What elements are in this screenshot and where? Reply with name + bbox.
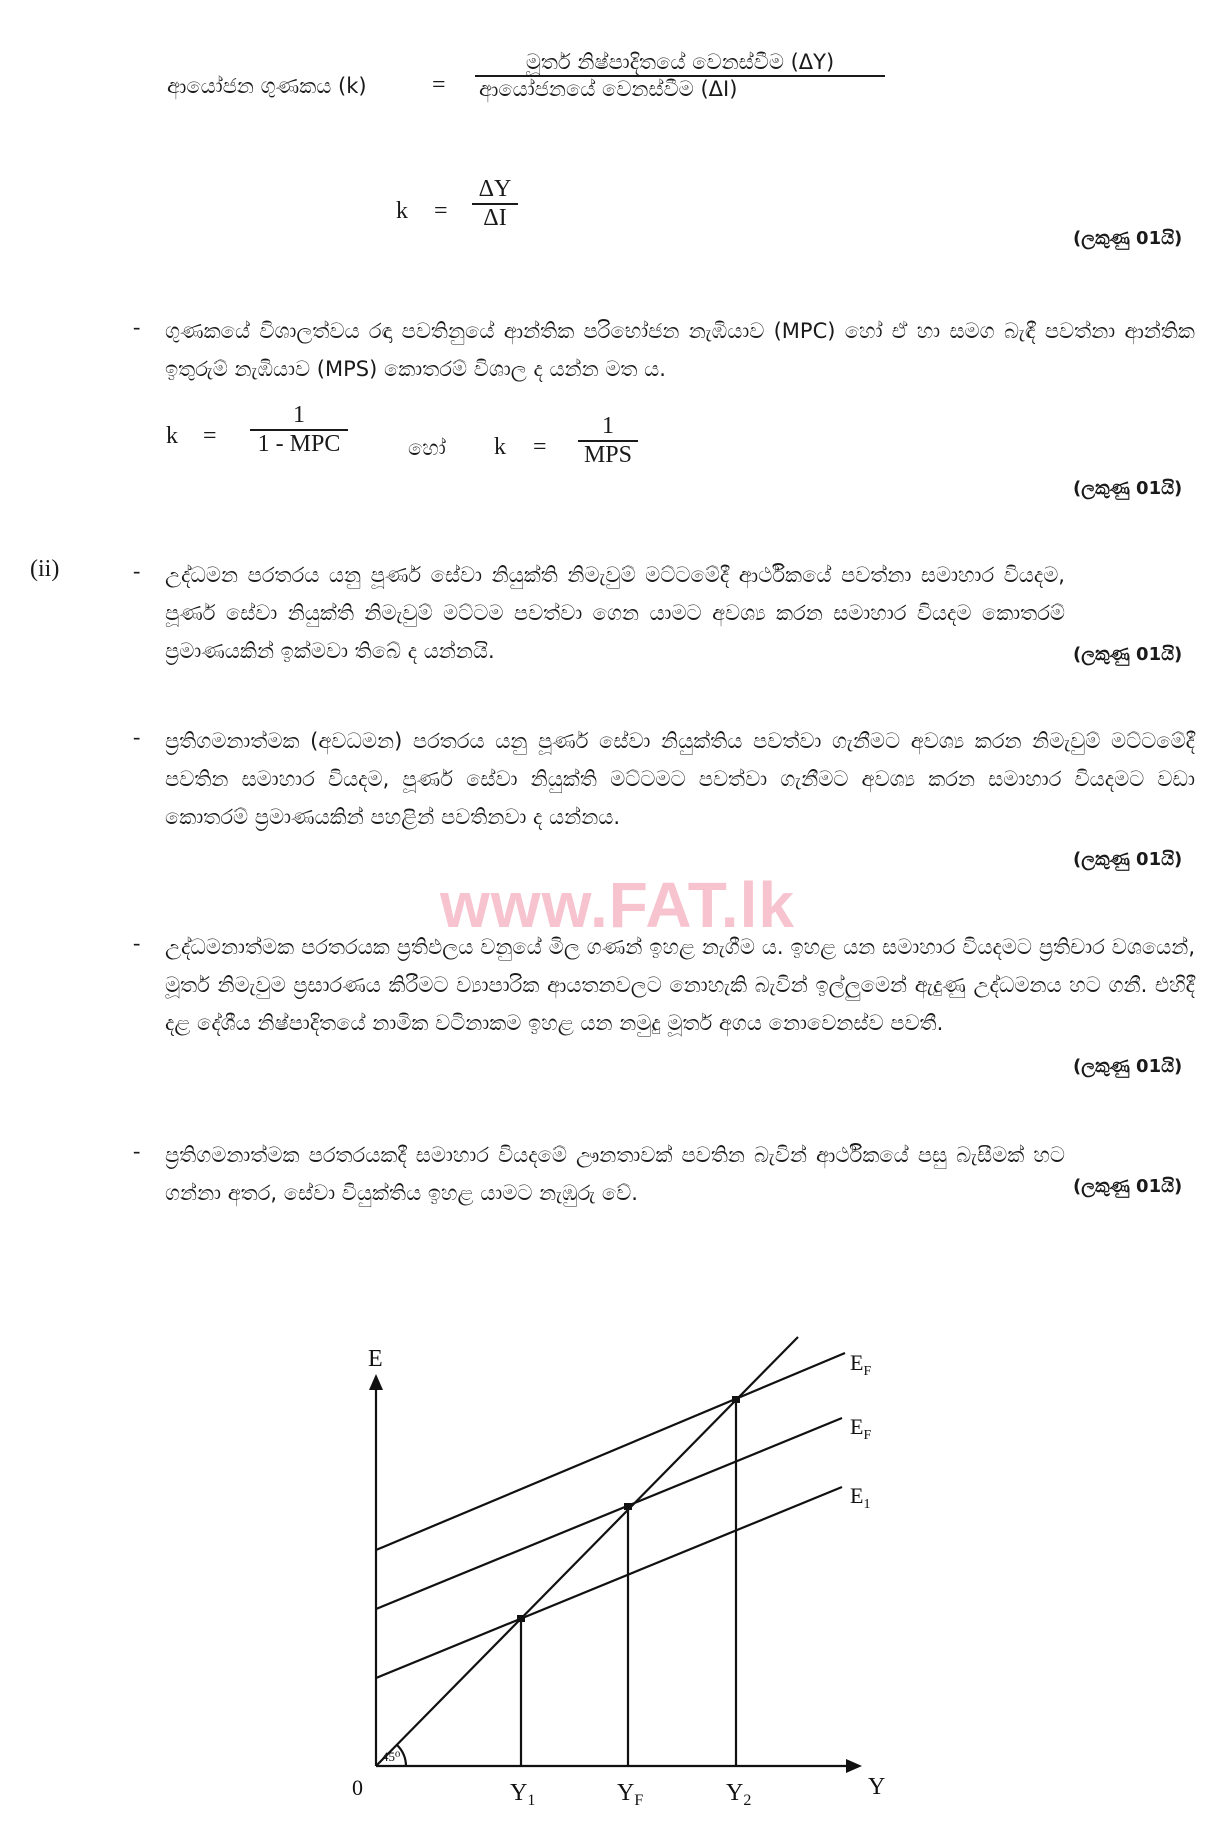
x-tick-y1: $Y_1$ bbox=[510, 1780, 536, 1809]
fraction-numerator: ΔY bbox=[478, 176, 512, 202]
marks-label: (ලකුණු 01යි) bbox=[1073, 849, 1183, 870]
fraction-denominator: 1 - MPC bbox=[257, 431, 341, 457]
k-symbol: k bbox=[166, 423, 178, 449]
marks-label: (ලකුණු 01යි) bbox=[1073, 228, 1183, 249]
line-label-middle: $E_F$ bbox=[850, 1414, 872, 1443]
angle-label: 45⁰ bbox=[382, 1749, 401, 1764]
bullet-text: ගුණකයේ විශාලත්වය රඳා පවතිනුයේ ආන්තික පරිභෝජන නැඹියාව (MPC) හෝ ඒ හා සමග බැඳී පවත්නා ආන්තික ඉතුරුම් නැඹියාව (MPS) කොතරම් විශාල ද යන්න මත ය. bbox=[165, 319, 1195, 381]
line-label-top: $E_F$ bbox=[850, 1350, 872, 1379]
bullet-dash: - bbox=[133, 558, 141, 583]
bullet-text: උද්ධමනාත්මක පරතරයක ප්‍රතිඵලය වනුයේ මිල ගණන් ඉහළ නැගීම ය. ඉහළ යන සමාහාර වියදමට ප්‍රතිචාර වශයෙන්, මූර්ත නිමැවුම ප්‍රසාරණය කිරීමට ව්‍යාපාරික ආයතනවලට නොහැකි බැවින් ඉල්ලුමෙන් ඇදුණු උද්ධමනය හට ගනී. එහිදී දළ දේශීය නිෂ්පාදිතයේ නාමික වටිනාකම ඉහළ යන නමුදු මූර්ත අගය නොවෙනස්ව පවතී. bbox=[165, 935, 1195, 1035]
multiplier-label: ආයෝජන ගුණකය (k) bbox=[167, 74, 367, 98]
expenditure-line-bottom bbox=[376, 1487, 842, 1678]
fraction-numerator: 1 bbox=[602, 413, 614, 439]
bullet-dash: - bbox=[133, 314, 141, 339]
equilibrium-point-y2 bbox=[732, 1396, 740, 1403]
fraction-denominator: ආයෝජනයේ වෙනස්වීම (ΔI) bbox=[479, 77, 738, 101]
origin-label: 0 bbox=[352, 1775, 363, 1800]
equals-sign: = bbox=[203, 423, 217, 449]
equilibrium-point-yf bbox=[624, 1503, 632, 1510]
bullet-text: ප්‍රතිගමනාත්මක (අවධමන) පරතරය යනු පූර්ණ සේවා නියුක්තිය පවත්වා ගැනීමට අවශ්‍ය කරන නිමැවුම් මට්ටමේදී පවතින සමාහාර වියදම, පූර්ණ සේවා නියුක්ති මට්ටමට පවත්වා ගැනීමට අවශ්‍ය කරන සමාහාර වියදමට වඩා කොතරම් ප්‍රමාණයකින් පහළින් පවතිනවා ද යන්නය. bbox=[165, 729, 1195, 829]
bullet-text: උද්ධමන පරතරය යනු පූර්ණ සේවා නියුක්ති නිමැවුම් මට්ටමේදී ආර්ථිකයේ පවත්නා සමාහාර වියදම, පූර්ණ සේවා නියුක්ති නිමැවුම් මට්ටම පවත්වා ගෙන යාමට අවශ්‍ය කරන සමාහාර වියදම කොතරම් ප්‍රමාණයකින් ඉක්මවා තිබේ ද යන්නයි. bbox=[165, 563, 1065, 663]
fraction-numerator: මූර්ත නිෂ්පාදිතයේ වෙනස්වීම (ΔY) bbox=[525, 50, 835, 74]
y-axis-arrow-icon bbox=[369, 1374, 383, 1390]
bullet-dash: - bbox=[133, 930, 141, 955]
bullet-dash: - bbox=[133, 724, 141, 749]
fraction-denominator: MPS bbox=[583, 442, 633, 468]
bullet-dash: - bbox=[133, 1138, 141, 1163]
line-label-bottom: $E_1$ bbox=[850, 1483, 871, 1512]
expenditure-line-middle bbox=[376, 1418, 842, 1609]
equals-sign: = bbox=[432, 72, 446, 98]
x-axis-arrow-icon bbox=[846, 1759, 862, 1773]
marks-label: (ලකුණු 01යි) bbox=[1073, 478, 1183, 499]
equals-sign: = bbox=[533, 434, 547, 460]
y-axis-label: E bbox=[368, 1346, 383, 1372]
or-word: හෝ bbox=[408, 436, 446, 460]
x-tick-yf: $Y_F$ bbox=[617, 1780, 644, 1809]
x-axis-label: Y bbox=[868, 1774, 886, 1800]
k-symbol: k bbox=[396, 198, 408, 224]
x-tick-y2: $Y_2$ bbox=[726, 1780, 752, 1809]
marks-label: (ලකුණු 01යි) bbox=[1073, 644, 1183, 665]
fraction-numerator: 1 bbox=[293, 402, 305, 428]
equals-sign: = bbox=[434, 198, 448, 224]
bullet-text: ප්‍රතිගමනාත්මක පරතරයකදී සමාහාර වියදමේ ඌනතාවක් පවතින බැවින් ආර්ථිකයේ පසු බැසීමක් හට ගන්නා අතර, සේවා වියුක්තිය ඉහළ යාමට නැඹුරු වේ. bbox=[165, 1143, 1065, 1205]
equilibrium-point-y1 bbox=[517, 1615, 525, 1622]
k-symbol: k bbox=[494, 434, 506, 460]
section-number: (ii) bbox=[30, 556, 60, 582]
marks-label: (ලකුණු 01යි) bbox=[1073, 1056, 1183, 1077]
watermark: www.FAT.lk bbox=[440, 869, 795, 941]
marks-label: (ලකුණු 01යි) bbox=[1073, 1176, 1183, 1197]
fraction-denominator: ΔI bbox=[483, 205, 507, 231]
expenditure-line-top bbox=[376, 1353, 845, 1550]
